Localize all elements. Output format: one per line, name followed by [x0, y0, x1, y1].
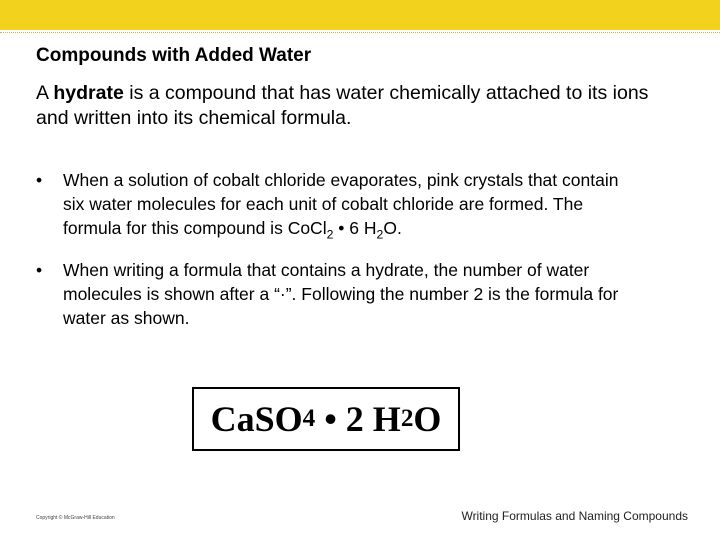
intro-text-before: A — [36, 82, 54, 104]
top-color-band — [0, 0, 720, 30]
slide-title: Compounds with Added Water — [36, 45, 312, 66]
formula-part: • 2 H — [315, 399, 401, 439]
formula-subscript: 2 — [326, 227, 334, 242]
formula-subscript: 2 — [376, 227, 384, 242]
calcium-sulfate-hydrate-formula: CaSO 4 • 2 H 2 O — [192, 387, 460, 451]
intro-paragraph — [36, 81, 676, 131]
formula-part: CoCl — [287, 218, 327, 238]
bullet-marker: • — [36, 260, 43, 280]
bullet-text: When a solution of cobalt chloride evaporates, pink crystals that contain six water molecules for each unit of cobalt chloride are formed. The formula for this compound is — [63, 170, 619, 238]
header-divider — [0, 32, 720, 33]
hydrate-term: hydrate — [53, 82, 124, 104]
copyright-notice: Copyright © McGraw-Hill Education — [36, 515, 115, 521]
formula-part: O. — [383, 218, 402, 238]
formula-part: CaSO — [210, 399, 303, 439]
formula-part: • 6 H — [333, 218, 377, 238]
bullet-item-hydrate-formula — [36, 258, 636, 330]
bullet-marker: • — [36, 170, 43, 190]
footer-title: Writing Formulas and Naming Compounds — [461, 509, 688, 523]
bullet-item-cobalt — [36, 168, 636, 240]
bullet-list — [36, 168, 636, 330]
cobalt-formula — [287, 218, 402, 242]
intro-text-after: is a compound that has water chemically attached to its ions and written into its chemical formula. — [36, 82, 649, 129]
bullet-text: When writing a formula that contains a hydrate, the number of water molecules is shown after a “·”. Following the number 2 is the formula for water as shown. — [63, 260, 619, 328]
formula-part: O — [413, 399, 442, 439]
